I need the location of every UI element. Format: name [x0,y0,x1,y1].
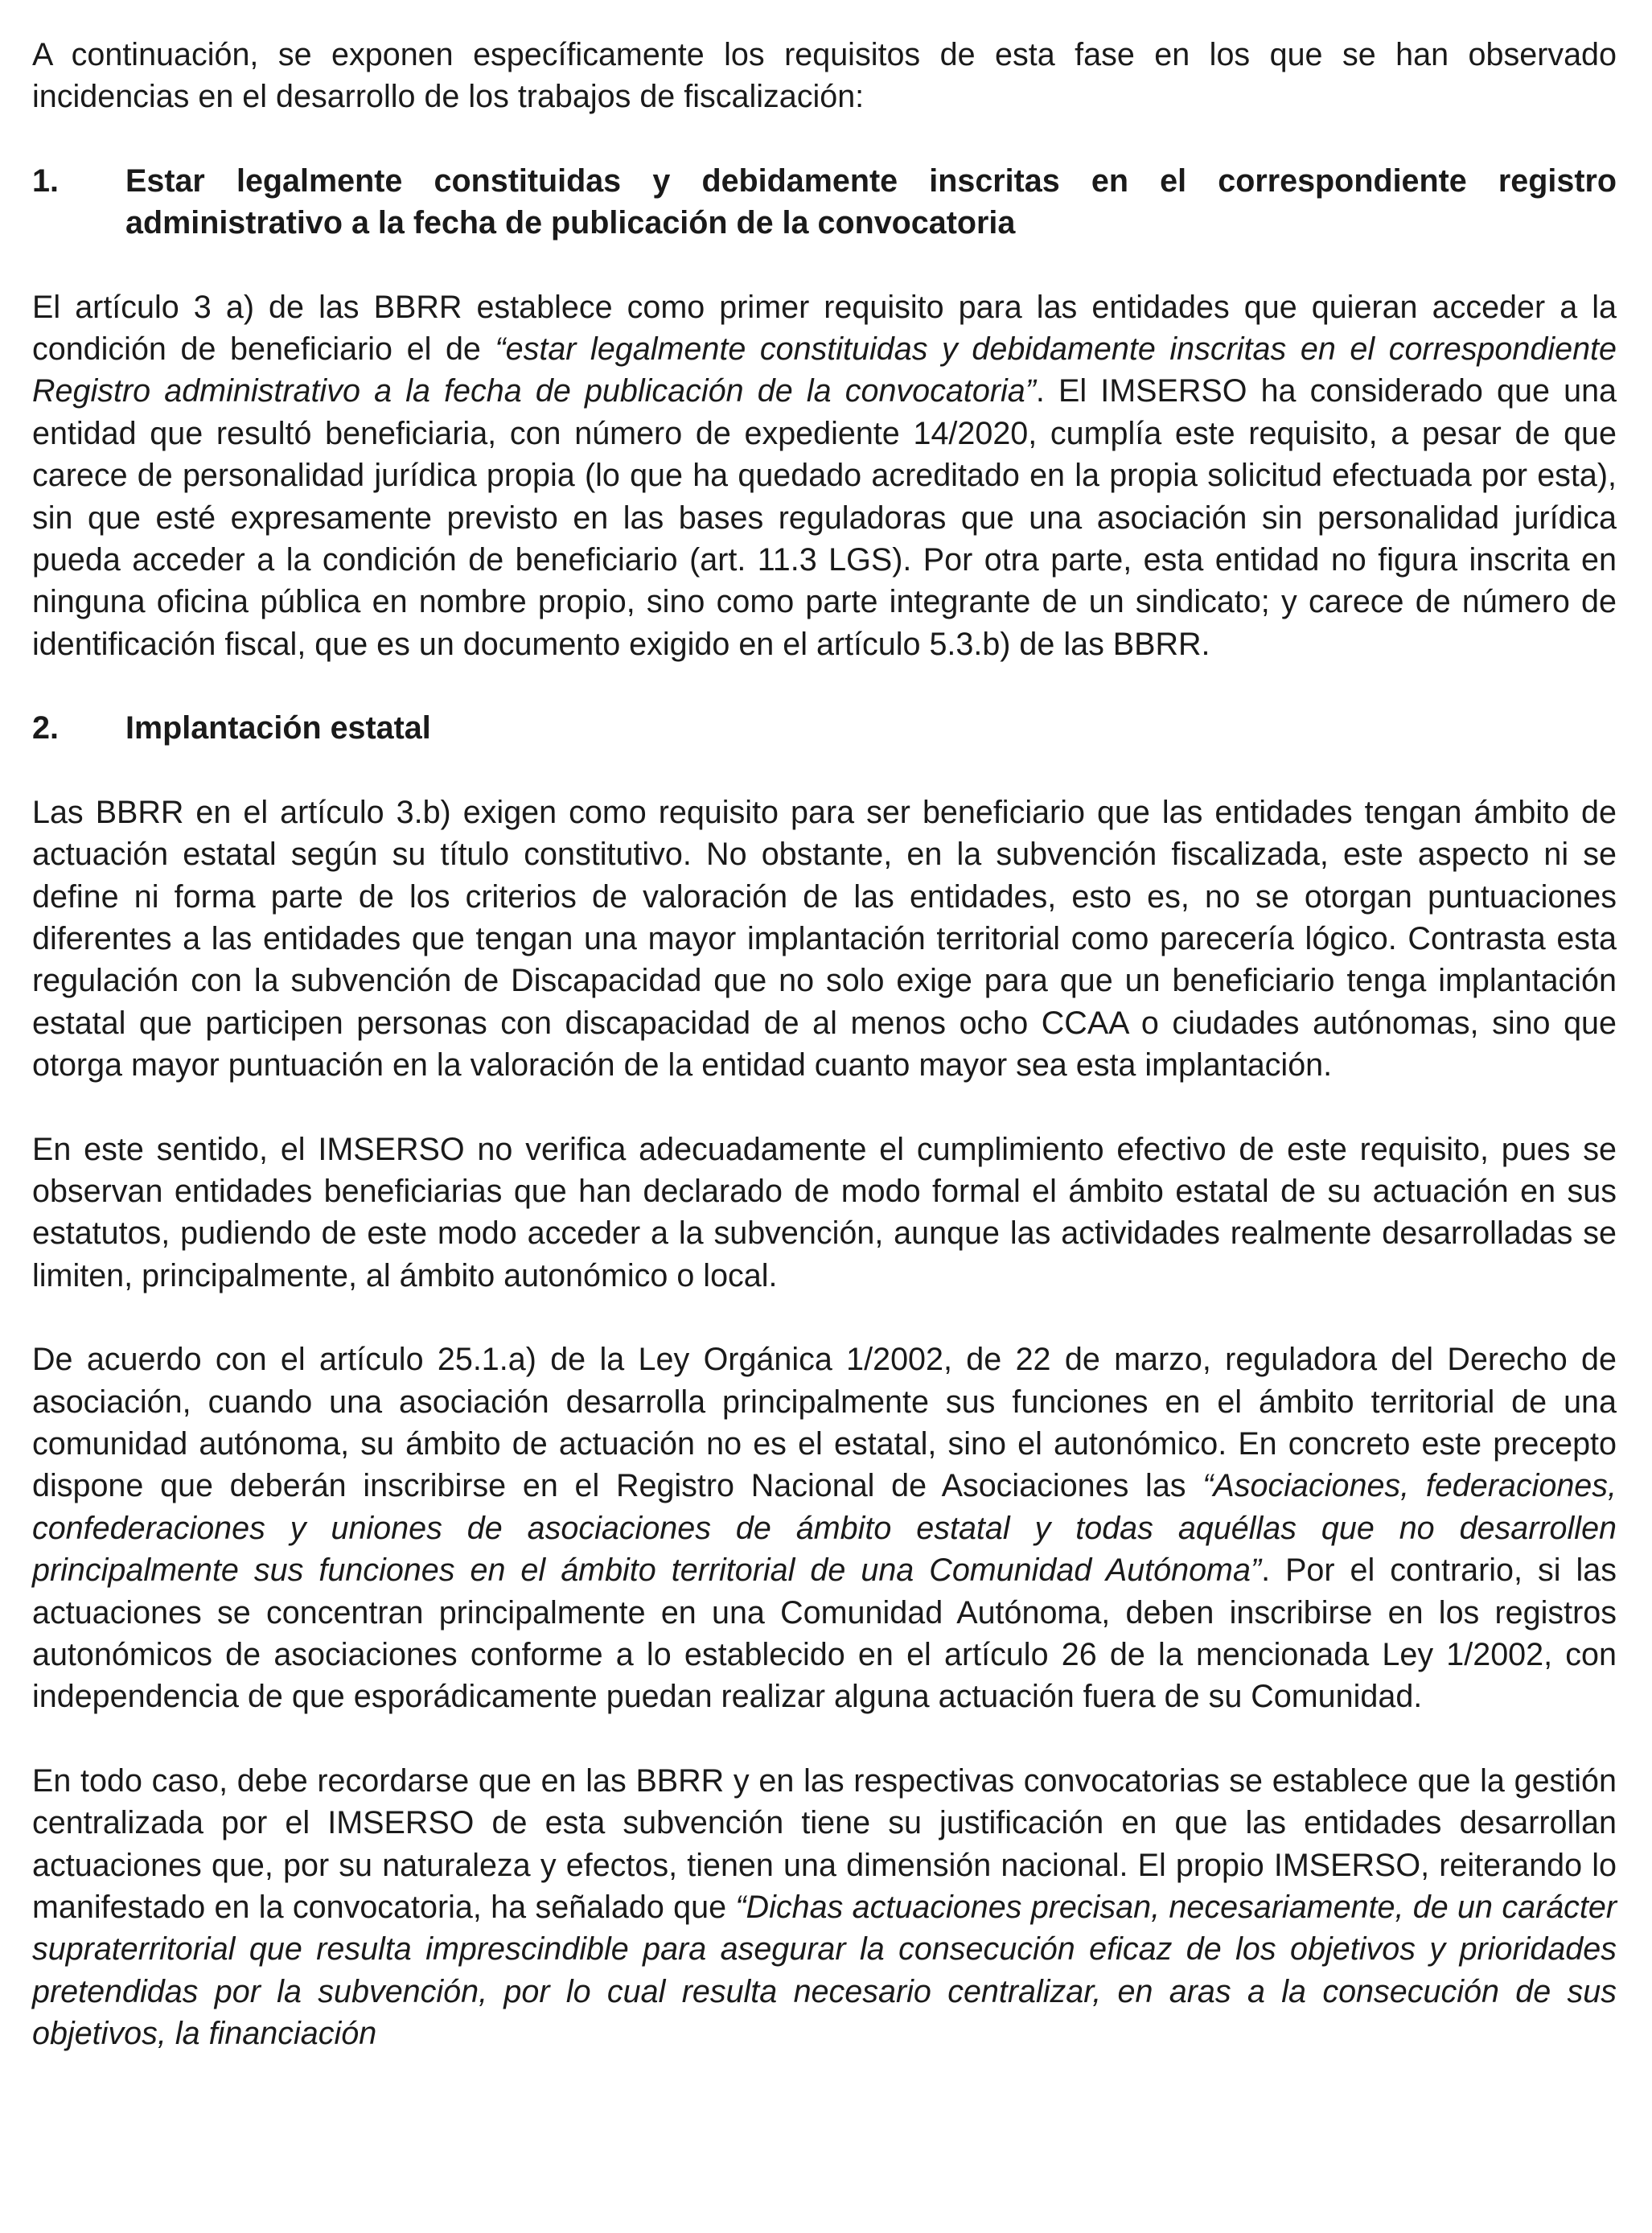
section-2-heading [32,707,1617,749]
section-2-title: Implantación estatal [125,710,431,746]
section-1-number: 1. [32,162,59,199]
law-quote: “Asociaciones, federaciones, confederaciones y uniones de asociaciones de ámbito estatal y todas aquéllas que no desarrollen principalmente sus funciones en el ámbito territorial de una Comunidad Autónoma” [32,1468,1617,1589]
intro-paragraph: A continuación, se exponen específicamente los requisitos de esta fase en los que se han observado incidencias en el desarrollo de los trabajos de fiscalización: [32,37,1617,115]
document-page [32,34,1617,2097]
section-1-paragraph [32,286,1617,666]
final-text-before-quote: En todo caso, debe recordarse que en las BBRR y en las respectivas convocatorias se establece que la gestión centralizada por el IMSERSO de esta subvención tiene su justificación en que las entidades desarrollan actuaciones que, por su naturaleza y efectos, tienen una dimensión nacional. El propio IMSERSO, reiterando lo manifestado en la convocatoria, ha señalado que [32,1762,1617,1926]
law-text-before-quote: De acuerdo con el artículo 25.1.a) de la Ley Orgánica 1/2002, de 22 de marzo, reguladora del Derecho de asociación, cuando una asociación desarrolla principalmente sus funciones en el ámbito territorial de una comunidad autónoma, su ámbito de actuación no es el estatal, sino el autonómico. En concreto este precepto dispone que deberán inscribirse en el Registro Nacional de Asociaciones las [32,1342,1617,1504]
section-2-final-paragraph [32,1760,1617,2055]
section-1-quote: “estar legalmente constituidas y debidamente inscritas en el correspondiente Registro administrativo a la fecha de publicación de la convocatoria” [32,331,1617,409]
section-1-text-after-quote: . El IMSERSO ha considerado que una entidad que resultó beneficiaria, con número de expediente 14/2020, cumplía este requisito, a pesar de que carece de personalidad jurídica propia (lo que ha quedado acreditado en la propia solicitud efectuada por esta), sin que esté expresamente previsto en las bases reguladoras que una asociación sin personalidad jurídica pueda acceder a la condición de beneficiario (art. 11.3 LGS). Por otra parte, esta entidad no figura inscrita en ninguna oficina pública en nombre propio, sino como parte integrante de un sindicato; y carece de número de identificación fiscal, que es un documento exigido en el artículo 5.3.b) de las BBRR. [32,373,1617,662]
section-1-title: Estar legalmente constituidas y debidamente inscritas en el correspondiente registro administrativo a la fecha de publicación de la convocatoria [125,162,1617,241]
section-1-text-before-quote: El artículo 3 a) de las BBRR establece como primer requisito para las entidades que quieran acceder a la condición de beneficiario el de [32,289,1617,368]
section-2-law-paragraph [32,1339,1617,1718]
section-2-number: 2. [32,710,59,746]
section-2-paragraph-2: En este sentido, el IMSERSO no verifica adecuadamente el cumplimiento efectivo de este requisito, pues se observan entidades beneficiarias que han declarado de modo formal el ámbito estatal de su actuación en sus estatutos, pudiendo de este modo acceder a la subvención, aunque las actividades realmente desarrolladas se limiten, principalmente, al ámbito autonómico o local. [32,1131,1617,1293]
section-1-heading [32,160,1617,245]
section-2-paragraph-1: Las BBRR en el artículo 3.b) exigen como requisito para ser beneficiario que las entidades tengan ámbito de actuación estatal según su título constitutivo. No obstante, en la subvención fiscalizada, este aspecto ni se define ni forma parte de los criterios de valoración de las entidades, esto es, no se otorgan puntuaciones diferentes a las entidades que tengan una mayor implantación territorial como parecería lógico. Contrasta esta regulación con la subvención de Discapacidad que no solo exige para que un beneficiario tenga implantación estatal que participen personas con discapacidad de al menos ocho CCAA o ciudades autónomas, sino que otorga mayor puntuación en la valoración de la entidad cuanto mayor sea esta implantación. [32,794,1617,1084]
final-quote: “Dichas actuaciones precisan, necesariamente, de un carácter supraterritorial que resulta imprescindible para asegurar la consecución eficaz de los objetivos y prioridades pretendidas por la subvención, por lo cual resulta necesario centralizar, en aras a la consecución de sus objetivos, la financiación [32,1890,1617,2052]
law-text-after-quote: . Por el contrario, si las actuaciones se concentran principalmente en una Comunidad Autónoma, deben inscribirse en los registros autonómicos de asociaciones conforme a lo establecido en el artículo 26 de la mencionada Ley 1/2002, con independencia de que esporádicamente puedan realizar alguna actuación fuera de su Comunidad. [32,1552,1617,1715]
